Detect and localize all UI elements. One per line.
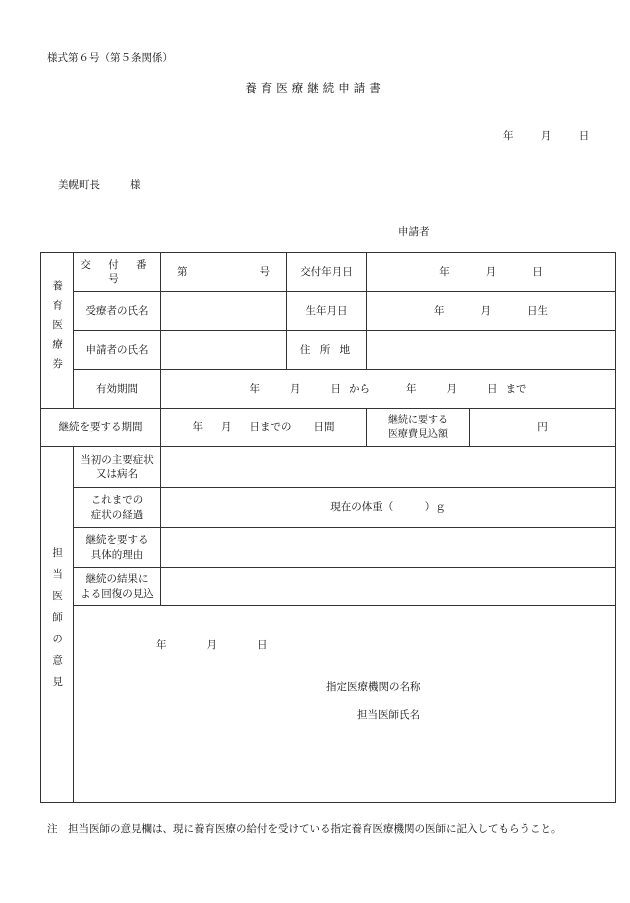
prognosis-field[interactable] <box>161 568 616 606</box>
date-year-label: 年 <box>503 130 514 142</box>
validity-field[interactable]: 年 月 日 から 年 月 日 まで <box>161 370 616 409</box>
section-label-medical-ticket: 養育医療券 <box>41 253 74 409</box>
cost-estimate-label: 継続に要する 医療費見込額 <box>367 409 470 447</box>
birth-date-field[interactable]: 年 月 日生 <box>367 292 616 331</box>
form-number: 様式第６号（第５条関係） <box>47 52 173 64</box>
recipient-name-field[interactable] <box>161 292 287 331</box>
cost-estimate-field[interactable]: 円 <box>470 409 616 447</box>
issue-date-label: 交付年月日 <box>287 253 367 292</box>
reason-label: 継続を要する 具体的理由 <box>74 528 161 568</box>
issue-date-field[interactable]: 年 月 日 <box>367 253 616 292</box>
date-month-label: 月 <box>540 130 552 142</box>
initial-symptom-label: 当初の主要症状 又は病名 <box>74 447 161 488</box>
addressee-name: 美幌町長 <box>58 179 100 191</box>
validity-label: 有効期間 <box>74 370 161 409</box>
issue-number-field[interactable]: 第 号 <box>161 253 287 292</box>
addressee <box>58 177 141 192</box>
institution-name-label: 指定医療機関の名称 <box>326 681 421 693</box>
applicant-name-label: 申請者の氏名 <box>74 331 161 370</box>
addressee-honorific: 様 <box>130 179 141 191</box>
section-label-doctor-opinion: 担当医師の意見 <box>41 447 74 803</box>
footnote: 注 担当医師の意見欄は、現に養育医療の給付を受けている指定養育医療機関の医師に記入してもらうこと。 <box>47 823 562 835</box>
issue-number-label: 交 付 番 号 <box>74 253 161 292</box>
recipient-name-label: 受療者の氏名 <box>74 292 161 331</box>
doctor-name-label: 担当医師氏名 <box>357 709 420 721</box>
applicant-name-field[interactable] <box>161 331 287 370</box>
date-day-label: 日 <box>578 130 590 142</box>
progress-field[interactable]: 現在の体重（ ）ｇ <box>161 488 616 528</box>
reason-field[interactable] <box>161 528 616 568</box>
prognosis-label: 継続の結果に よる回復の見込 <box>74 568 161 606</box>
application-date <box>503 128 589 143</box>
address-field[interactable] <box>367 331 616 370</box>
continuation-period-field[interactable]: 年 月 日までの 日間 <box>161 409 367 447</box>
application-form-table <box>40 252 616 803</box>
page-title: 養育医療継続申請書 <box>245 81 385 95</box>
opinion-date: 年 月 日 <box>156 639 268 651</box>
initial-symptom-field[interactable] <box>161 447 616 488</box>
doctor-opinion-area[interactable] <box>74 606 616 803</box>
birth-date-label: 生年月日 <box>287 292 367 331</box>
address-label: 住 所 地 <box>287 331 367 370</box>
applicant-label: 申請者 <box>398 226 430 238</box>
continuation-period-label: 継続を要する期間 <box>41 409 161 447</box>
progress-label: これまでの 症状の経過 <box>74 488 161 528</box>
